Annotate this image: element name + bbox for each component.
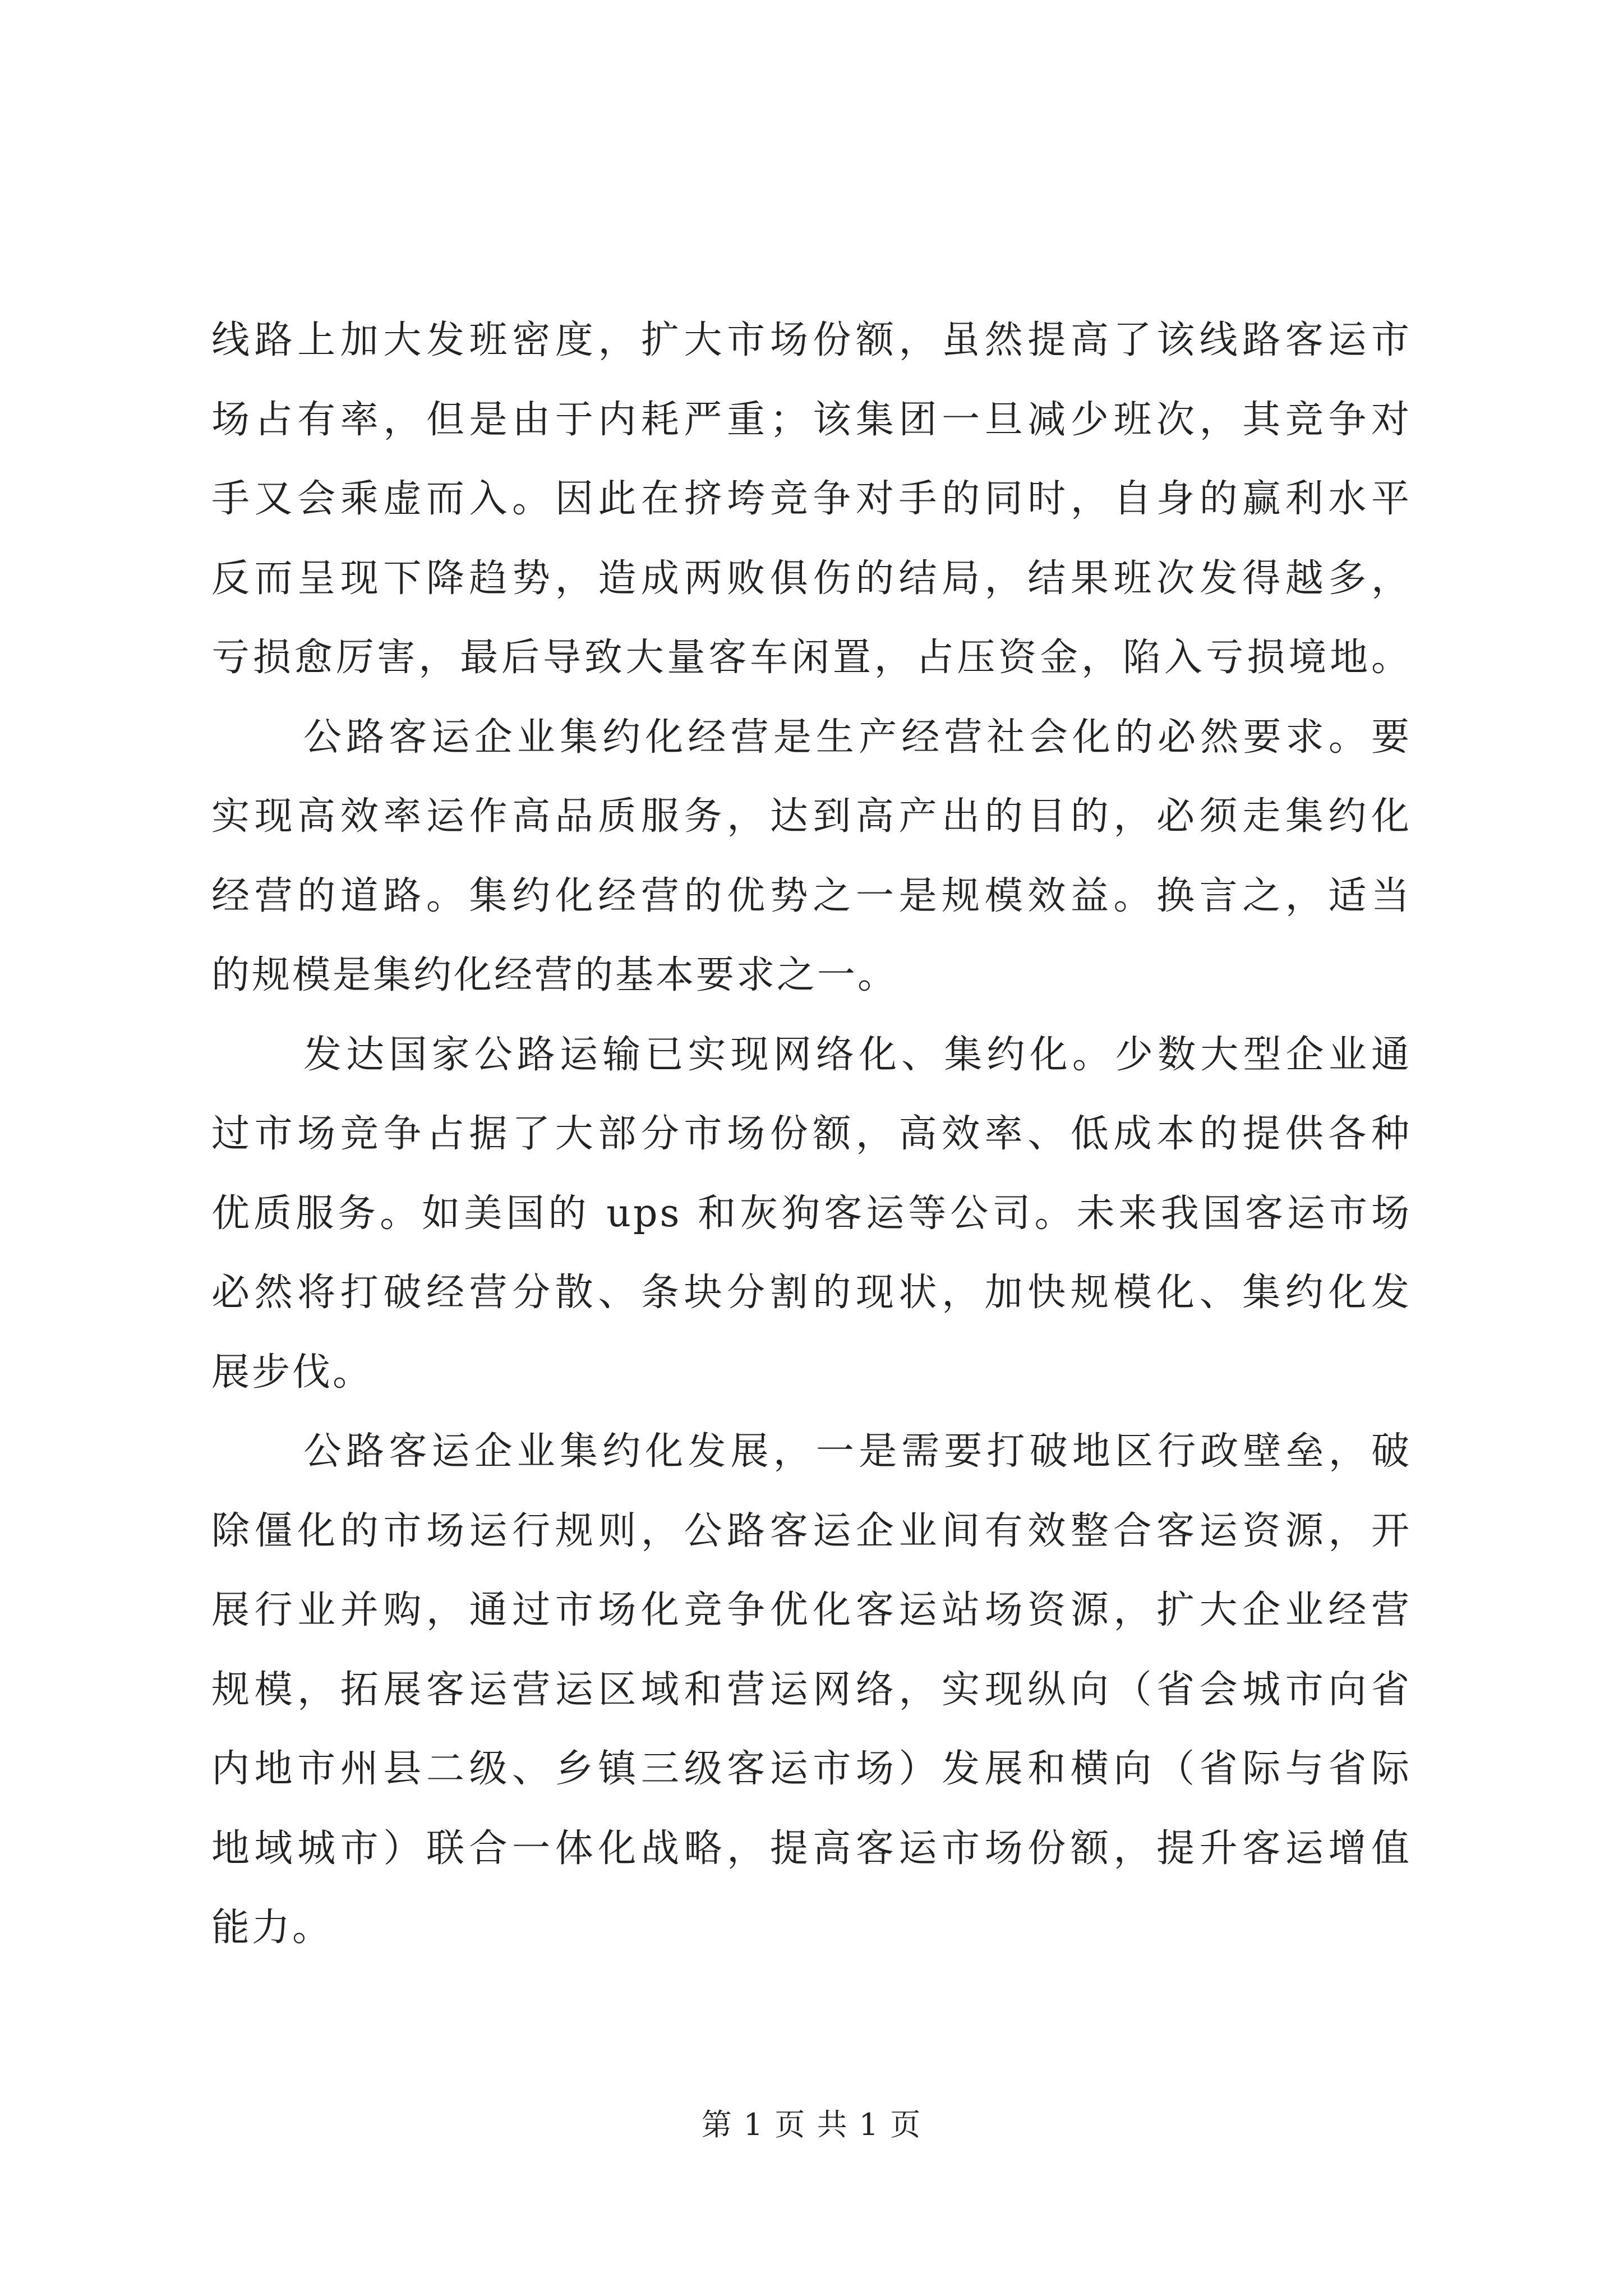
text-line: 公路客运企业集约化经营是生产经营社会化的必然要求。要 (303, 715, 1412, 760)
text-line: 经营的道路。集约化经营的优势之一是规模效益。换言之，适当 (211, 873, 1412, 918)
text-line: 地域城市）联合一体化战略，提高客运市场份额，提升客运增值 (211, 1826, 1412, 1871)
text-line: 场占有率，但是由于内耗严重；该集团一旦减少班次，其竞争对 (211, 397, 1412, 442)
text-line: 优质服务。如美国的 ups 和灰狗客运等公司。未来我国客运市场 (211, 1191, 1412, 1236)
paragraph (211, 1412, 1412, 1968)
text-line: 反而呈现下降趋势，造成两败俱伤的结局，结果班次发得越多， (211, 556, 1412, 601)
text-line: 线路上加大发班密度，扩大市场份额，虽然提高了该线路客运市 (211, 318, 1412, 362)
text-line: 过市场竞争占据了大部分市场份额，高效率、低成本的提供各种 (211, 1112, 1412, 1156)
text-line: 手又会乘虚而入。因此在挤垮竞争对手的同时，自身的赢利水平 (211, 477, 1412, 521)
paragraph (211, 301, 1412, 698)
paragraph (211, 1015, 1412, 1412)
text-line: 实现高效率运作高品质服务，达到高产出的目的，必须走集约化 (211, 794, 1412, 839)
text-line: 展行业并购，通过市场化竞争优化客运站场资源，扩大企业经营 (211, 1588, 1412, 1632)
paragraph (211, 698, 1412, 1015)
text-line: 展步伐。 (211, 1350, 374, 1395)
text-line: 除僵化的市场运行规则，公路客运企业间有效整合客运资源，开 (211, 1508, 1412, 1553)
document-body (211, 301, 1412, 1968)
page-footer (0, 2101, 1623, 2144)
text-line: 公路客运企业集约化发展，一是需要打破地区行政壁垒，破 (303, 1429, 1412, 1474)
text-line: 能力。 (211, 1906, 333, 1950)
text-line: 的规模是集约化经营的基本要求之一。 (211, 953, 898, 997)
text-line: 规模，拓展客运营运区域和营运网络，实现纵向（省会城市向省 (211, 1667, 1412, 1712)
text-line: 必然将打破经营分散、条块分割的现状，加快规模化、集约化发 (211, 1271, 1412, 1315)
text-line: 发达国家公路运输已实现网络化、集约化。少数大型企业通 (303, 1032, 1412, 1077)
page-number-label: 第 1 页 共 1 页 (701, 2107, 922, 2142)
text-line: 内地市州县二级、乡镇三级客运市场）发展和横向（省际与省际 (211, 1747, 1412, 1791)
text-line: 亏损愈厉害，最后导致大量客车闲置，占压资金，陷入亏损境地。 (211, 636, 1412, 680)
